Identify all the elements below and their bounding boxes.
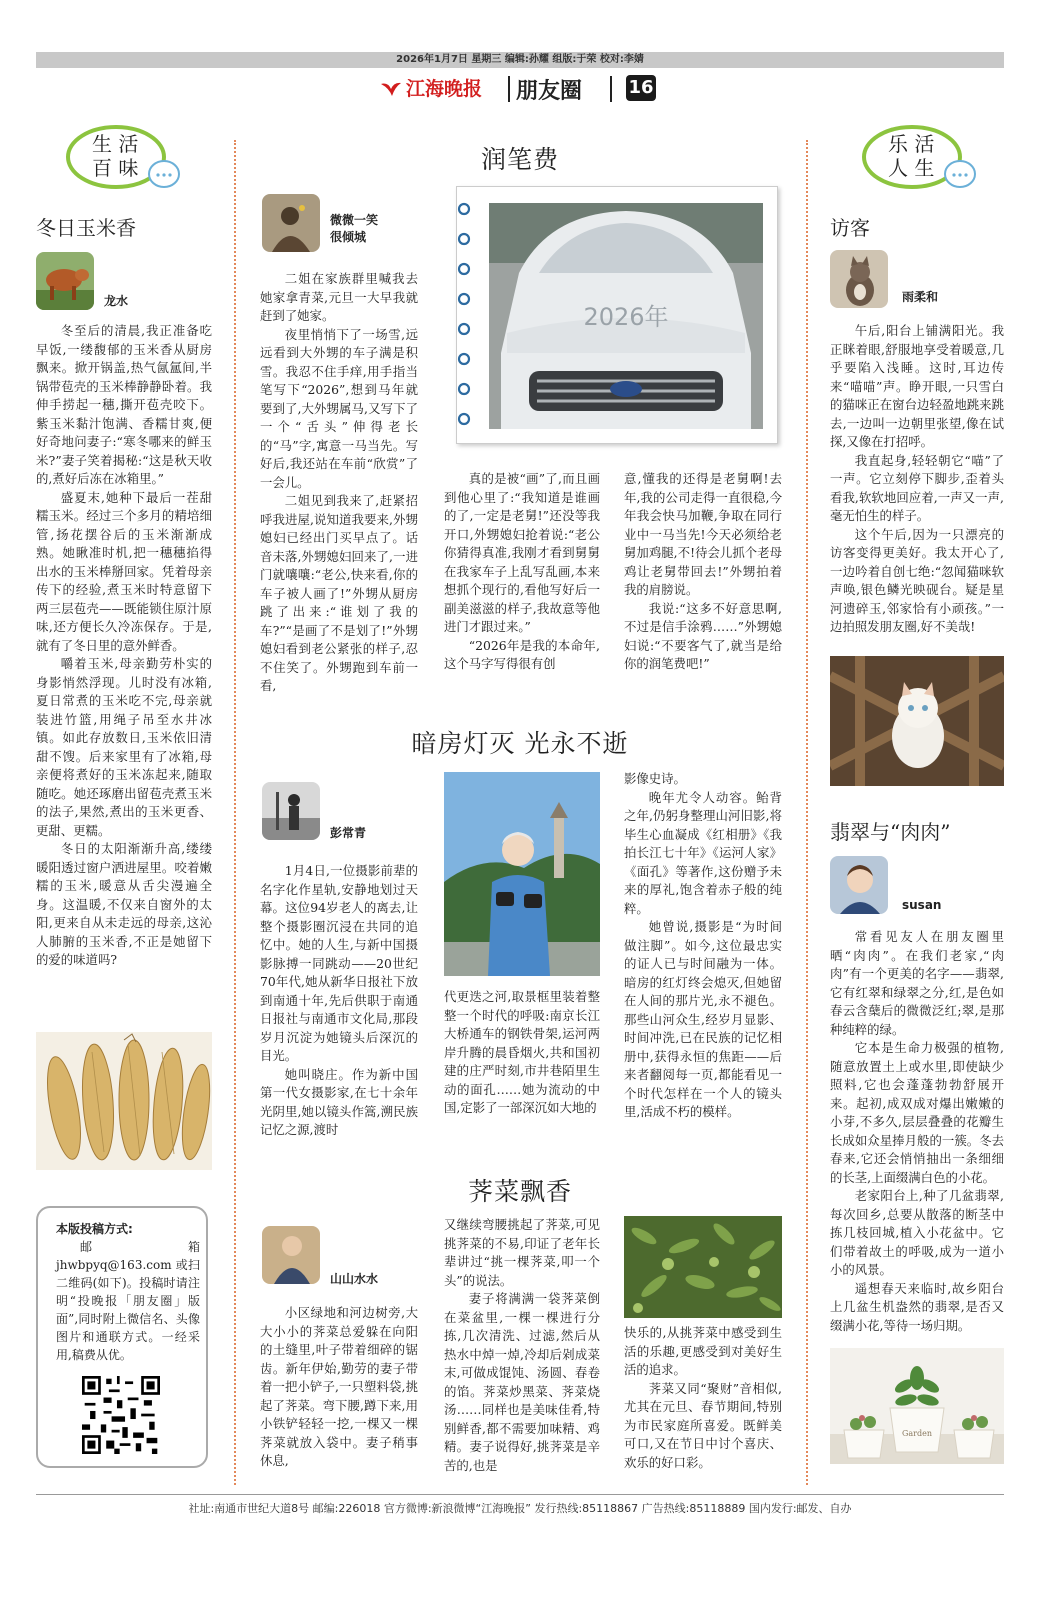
pot-label: Garden (902, 1429, 932, 1438)
paragraph: 意,懂我的还得是老舅啊!去年,我的公司走得一直很稳,今年我会快马加鞭,争取在同行业中一马当先!今天必须给老舅加鸡腿,不!待会儿抓个老母鸡让老舅带回去!”外甥拍着我的肩膀说。 (624, 471, 782, 597)
header-date-bar: 2026年1月7日 星期三 编辑:孙耀 组版:于荣 校对:李婧 (36, 52, 1004, 68)
article-body (830, 928, 1004, 1335)
article-title: 荠菜飘香 (467, 1177, 572, 1206)
spiral-binding (451, 199, 477, 435)
paragraph: 我说:“这多不好意思啊,不过是信手涂鸦……”外甥媳妇说:“不要客气了,就当是给你的润笔费吧!” (624, 600, 782, 671)
paragraph: 她叫晓庄。作为新中国第一代女摄影家,在七十余年光阴里,她以镜头作篙,溯民族记忆之源,渡时 (260, 1066, 418, 1137)
column-divider (234, 140, 236, 1485)
paragraph: 冬日的太阳渐渐升高,缕缕暖阳透过窗户洒进屋里。咬着嫩糯的玉米,暖意从舌尖漫遍全身。这温暖,不仅来自窗外的太阳,更来自从未走远的母亲,这沁人肺腑的玉米香,不正是她留下的爱的味道吗? (36, 841, 212, 967)
paragraph: 二姐在家族群里喊我去她家拿青菜,元旦一大早我就赶到了她家。 (260, 271, 418, 323)
footer-info: 社址:南通市世纪大道8号 邮编:226018 官方微博:新浪微博“江海晚报” 发行热线:85118867 广告热线:85118889 国内发行:邮发、自办 (188, 1502, 852, 1515)
paper-name: 江海晚报 (406, 78, 483, 100)
paragraph: 她曾说,摄影是“为时间做注脚”。如今,这位最忠实的证人已与时间融为一体。暗房的红灯终会熄灭,但她留在人间的那片光,永不褪色。那些山河众生,经岁月显影、时间冲洗,已在民族的记忆相册中,获得永恒的焦距——后来者翻阅每一页,都能看见一个时代怎样在一个人的镜头里,活成不朽的模样。 (624, 919, 782, 1119)
article-body (260, 270, 418, 696)
masthead-divider (610, 76, 612, 102)
paragraph: 荠菜又同“聚财”音相似,尤其在元旦、春节期间,特别为市民家庭所喜爱。既鲜美可口,又在节日中讨个喜庆、欢乐的好口彩。 (624, 1380, 782, 1470)
spiral-binding-icon (451, 199, 477, 431)
avatar (830, 250, 888, 308)
paragraph: 它本是生命力极强的植物,随意放置土上或水里,即使缺少照料,它也会蓬蓬勃勃舒展开来。起初,成双成对爆出嫩嫩的小芽,不多久,层层叠叠的花瓣生长成如众星捧月般的一簇。冬去春来,它还会悄悄抽出一条细细的长茎,上面缀满白色的小花。 (830, 1040, 1004, 1185)
article-body (444, 470, 600, 674)
paragraph: 小区绿地和河边树旁,大大小小的荠菜总爱躲在向阳的土缝里,叶子带着细碎的锯齿。新年伊始,勤劳的妻子带着一把小铲子,一只塑料袋,挑起了荠菜。弯下腰,蹲下来,用小铁铲轻轻一挖,一棵又一棵荠菜就放入袋中。妻子稍事休息, (260, 1305, 418, 1468)
paragraph: 代更迭之河,取景框里装着整整一个时代的呼吸:南京长江大桥通车的钢铁骨架,运河两岸升腾的晨昏烟火,共和国初建的庄严时刻,市井巷陌里生动的面孔……她为流动的中国,定影了一部深沉如大地的 (444, 989, 600, 1115)
article-title: 冬日玉米香 (36, 216, 136, 240)
paragraph: 1月4日,一位摄影前辈的名字化作星轨,安静地划过天幕。这位94岁老人的离去,让整个摄影圈沉浸在共同的追忆中。她的人生,与新中国摄影脉搏一同跳动——20世纪70年代,她从新华日报社下放到南通十年,先后供职于南通日报社与南通市文化局,那段岁月沉淀为她镜头后深沉的目光。 (260, 863, 418, 1063)
column-divider (806, 140, 808, 1485)
cat-photo (830, 656, 1004, 786)
article-body (624, 770, 782, 1122)
masthead-divider (508, 76, 510, 102)
article-body (260, 1304, 418, 1471)
avatar (830, 856, 888, 914)
author-name: 山山水水 (330, 1272, 379, 1286)
avatar (36, 252, 94, 310)
badge-text: 生 活 百 味 (92, 132, 139, 180)
article-body (624, 470, 782, 674)
article-body (36, 322, 212, 970)
author-name: 彭常青 (330, 826, 367, 840)
photographer-photo (444, 772, 600, 976)
author-name: 雨柔和 (902, 290, 939, 304)
article-body (444, 1216, 600, 1475)
avatar (262, 1226, 320, 1284)
qr-code-icon[interactable] (82, 1376, 160, 1454)
article-body (444, 988, 600, 1118)
paragraph: 遥想春天来临时,故乡阳台上几盆生机盎然的翡翠,是否又缀满小花,等待一场归期。 (830, 1280, 1004, 1333)
corn-photo (36, 1032, 212, 1170)
submission-text: 邮箱 jhwbpyq@163.com 或扫二维码(如下)。投稿时请注明“投晚报「朋友圈」版面”,同时附上微信名、头像图片和通联方式。一经采用,稿费从优。 (56, 1240, 200, 1362)
paragraph: 嚼着玉米,母亲勤劳朴实的身影悄然浮现。儿时没有冰箱,夏日常煮的玉米吃不完,母亲就装进竹篮,用绳子吊至水井冰镇。如此存放数日,玉米依旧清甜不馊。后来家里有了冰箱,母亲便将煮好的玉米冻起来,随取随吃。她还琢磨出留苞壳煮玉米的法子,果然,煮出的玉米更香、更甜、更糯。 (36, 656, 212, 838)
paragraph: 真的是被“画”了,而且画到他心里了:“我知道是谁画的了,一定是老舅!”还没等我开口,外甥媳妇抢着说:“老公你猜得真准,我刚才看到舅舅在我家车子上乱写乱画,本来想抓个现行的,看他写好后一副美滋滋的样子,我故意等他进门才跟过来。” (444, 471, 600, 634)
paragraph: 又继续弯腰挑起了荠菜,可见挑荠菜的不易,印证了老年长辈讲过“挑一棵荠菜,叩一个头”的说法。 (444, 1217, 600, 1288)
section-badge-happy (860, 124, 960, 186)
snowy-car-photo (489, 203, 763, 429)
submission-title: 本版投稿方式: (56, 1222, 133, 1236)
article-title: 暗房灯灭 光永不逝 (411, 729, 629, 758)
paragraph: 快乐的,从挑荠菜中感受到生活的乐趣,更感受到对美好生活的追求。 (624, 1325, 782, 1377)
article-body (624, 1324, 782, 1472)
author-name: susan (902, 898, 942, 912)
avatar (262, 194, 320, 252)
paragraph: “2026年是我的本命年,这个马字写得很有创 (444, 637, 600, 671)
paragraph: 妻子将满满一袋荠菜倒在菜盆里,一棵一棵进行分拣,几次清洗、过滤,然后从热水中焯一焯,冷却后剁成菜末,可做成馄饨、汤圆、春卷的馅。荠菜炒黑菜、荠菜烧汤……同样也是美味佳肴,特别鲜香,都不需要加味精、鸡精。妻子说得好,挑荠菜是辛苦的,也是 (444, 1291, 600, 1473)
article-body (260, 862, 418, 1140)
newspaper-logo-icon (380, 80, 402, 98)
paragraph: 老家阳台上,种了几盆翡翠,每次回乡,总要从散落的断茎中拣几枝回城,植入小花盆中。它们带着故土的呼吸,成为一道小小的风景。 (830, 1188, 1004, 1277)
article-title: 翡翠与“肉肉” (830, 820, 951, 844)
paragraph: 二姐见到我来了,赶紧招呼我进屋,说知道我要来,外甥媳妇已经出门买早点了。话音未落,外甥媳妇回来了,一进门就嚷嚷:“老公,快来看,你的车子被人画了!”外甥从厨房跳了出来:“谁划了我的车?”“是画了不是划了!”外甥媳妇看到老公紧张的样子,忍不住笑了。外甥跑到车前一看, (260, 493, 418, 693)
paragraph: 晚年尤令人动容。鲐背之年,仍躬身整理山河旧影,将毕生心血凝成《红相册》《我拍长江七十年》《运河人家》《面孔》等著作,这份赠予未来的厚礼,饱含着赤子般的纯粹。 (624, 789, 782, 916)
badge-text: 乐 活 人 生 (888, 132, 935, 180)
paragraph: 常看见友人在朋友圈里晒“肉肉”。在我们老家,“肉肉”有一个更美的名字——翡翠,它有红翠和绿翠之分,红,是色如春云含蘖后的微微泛红;翠,是那种纯粹的绿。 (830, 929, 1004, 1037)
paragraph: 影像史诗。 (624, 771, 686, 786)
article-title: 润笔费 (480, 145, 559, 174)
article-body (830, 322, 1004, 637)
paragraph: 盛夏末,她种下最后一茬甜糯玉米。经过三个多月的精培细管,扬花摆谷后的玉米渐渐成熟。她瞅准时机,把一穗穗掐得出水的玉米棒掰回家。凭着母亲传下的经验,煮玉米时特意留下两三层苞壳——既能锁住原汁原味,还方便长久冷冻保存。于是,就有了冬日里的意外鲜香。 (36, 489, 212, 653)
article-title: 访客 (830, 216, 870, 240)
section-badge-life (64, 124, 164, 186)
paragraph: 这个午后,因为一只漂亮的访客变得更美好。我太开心了,一边吟着自创七绝:“忽闻猫咪软声唤,银色鳞光映砚台。疑是星河遗碎玉,邻家恰有小顽孩。”一边拍照发朋友圈,好不美哉! (830, 526, 1004, 634)
footer-rule (36, 1494, 1004, 1495)
snow-writing: 2026年 (583, 303, 669, 331)
author-name: 微微一笑 很倾城 (330, 213, 379, 244)
page-number: 16 (626, 75, 656, 101)
paragraph: 冬至后的清晨,我正准备吃早饭,一缕馥郁的玉米香从厨房飘来。掀开锅盖,热气氤氲间,半锅带苞壳的玉米棒静静卧着。我伸手捞起一穗,撕开苞壳咬下。紫玉米黏汁饱满、香糯甘爽,便好奇地问妻子:“寒冬哪来的鲜玉米?”妻子笑着揭秘:“这是秋天收的,煮好后冻在冰箱里。” (36, 323, 212, 486)
avatar (262, 782, 320, 840)
paragraph: 我直起身,轻轻朝它“喵”了一声。它立刻停下脚步,歪着头看我,软软地回应着,一声又一声,毫无怕生的样子。 (830, 452, 1004, 523)
paragraph: 夜里悄悄下了一场雪,远远看到大外甥的车子满是积雪。我忍不住手痒,用手指当笔写下“2026”,想到马年就要到了,大外甥属马,又写下了一个“舌头”伸得老长的“马”字,寓意一马当先。写好后,我还站在车前“欣赏”了一会儿。 (260, 326, 418, 490)
masthead (380, 74, 680, 104)
shepherds-purse-photo (624, 1216, 782, 1318)
author-name: 龙水 (104, 294, 129, 308)
succulent-photo (830, 1348, 1004, 1464)
section-name: 朋友圈 (516, 78, 583, 104)
car-photo-frame (456, 186, 778, 444)
paragraph: 午后,阳台上铺满阳光。我正眯着眼,舒服地享受着暖意,几乎要陷入浅睡。这时,耳边传来“喵喵”声。睁开眼,一只雪白的猫咪正在窗台边轻盈地跳来跳去,一边叫一边朝里张望,像在试探,又像在打招呼。 (830, 323, 1004, 449)
submission-box (36, 1206, 208, 1468)
